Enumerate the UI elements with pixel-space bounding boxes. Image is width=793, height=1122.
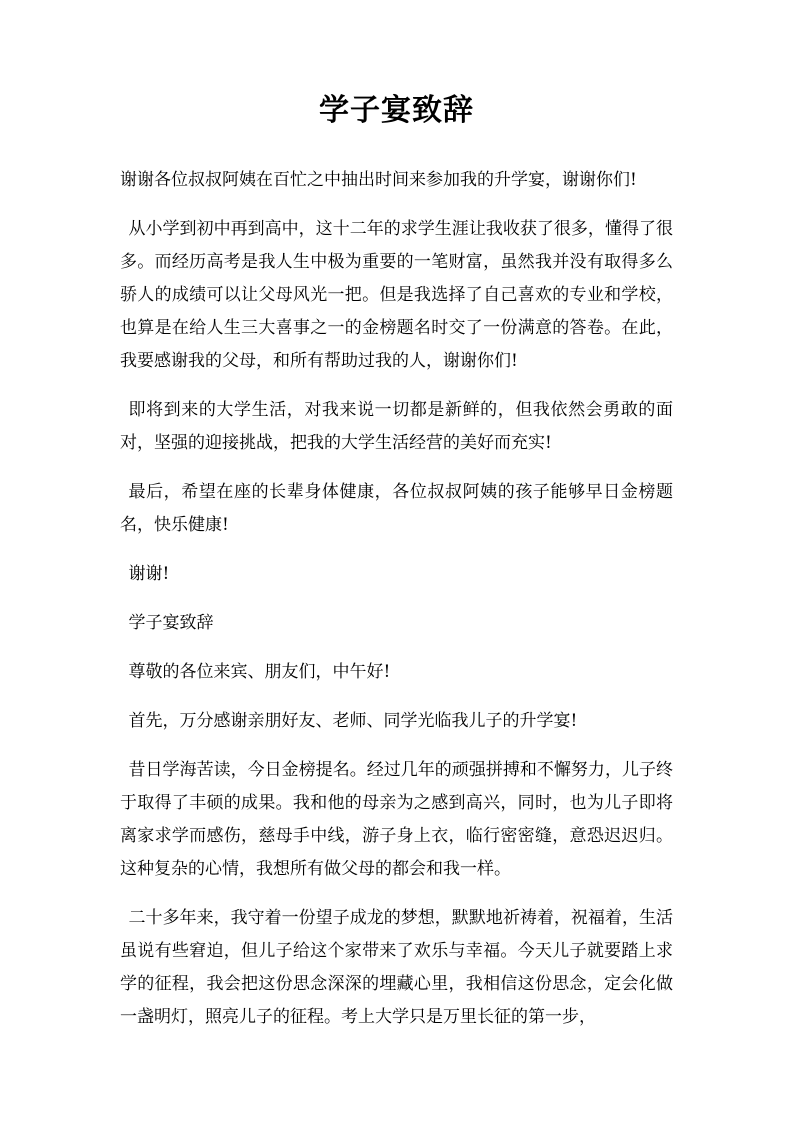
document-body [120, 164, 673, 1034]
document-title: 学子宴致辞 [319, 93, 474, 128]
paragraph: 尊敬的各位来宾、朋友们，中午好! [128, 662, 391, 682]
paragraph: 二十多年来，我守着一份望子成龙的梦想，默默地祈祷着，祝福着，生活虽说有些窘迫，但儿子给这个家带来了欢乐与幸福。今天儿子就要踏上求学的征程，我会把这份思念深深的埋藏心里，我相信这份思念，定会化做一盏明灯，照亮儿子的征程。考上大学只是万里长征的第一步， [120, 908, 673, 1027]
paragraph: 从小学到初中再到高中，这十二年的求学生涯让我收获了很多，懂得了很多。而经历高考是我人生中极为重要的一笔财富，虽然我并没有取得多么骄人的成绩可以让父母风光一把。但是我选择了自己喜欢的专业和学校，也算是在给人生三大喜事之一的金榜题名时交了一份满意的答卷。在此，我要感谢我的父母，和所有帮助过我的人，谢谢你们! [120, 219, 673, 371]
paragraph: 学子宴致辞 [128, 613, 214, 633]
paragraph: 最后，希望在座的长辈身体健康，各位叔叔阿姨的孩子能够早日金榜题名，快乐健康! [120, 482, 673, 535]
paragraph: 昔日学海苦读，今日金榜提名。经过几年的顽强拼搏和不懈努力，儿子终于取得了丰硕的成果。我和他的母亲为之感到高兴，同时，也为儿子即将离家求学而感伤，慈母手中线，游子身上衣，临行密密缝，意恐迟迟归。这种复杂的心情，我想所有做父母的都会和我一样。 [120, 760, 673, 879]
paragraph: 即将到来的大学生活，对我来说一切都是新鲜的，但我依然会勇敢的面对，坚强的迎接挑战，把我的大学生活经营的美好而充实! [120, 400, 673, 453]
paragraph: 谢谢各位叔叔阿姨在百忙之中抽出时间来参加我的升学宴，谢谢你们! [120, 170, 637, 190]
paragraph: 谢谢! [128, 564, 170, 584]
paragraph: 首先，万分感谢亲朋好友、老师、同学光临我儿子的升学宴! [128, 711, 578, 731]
